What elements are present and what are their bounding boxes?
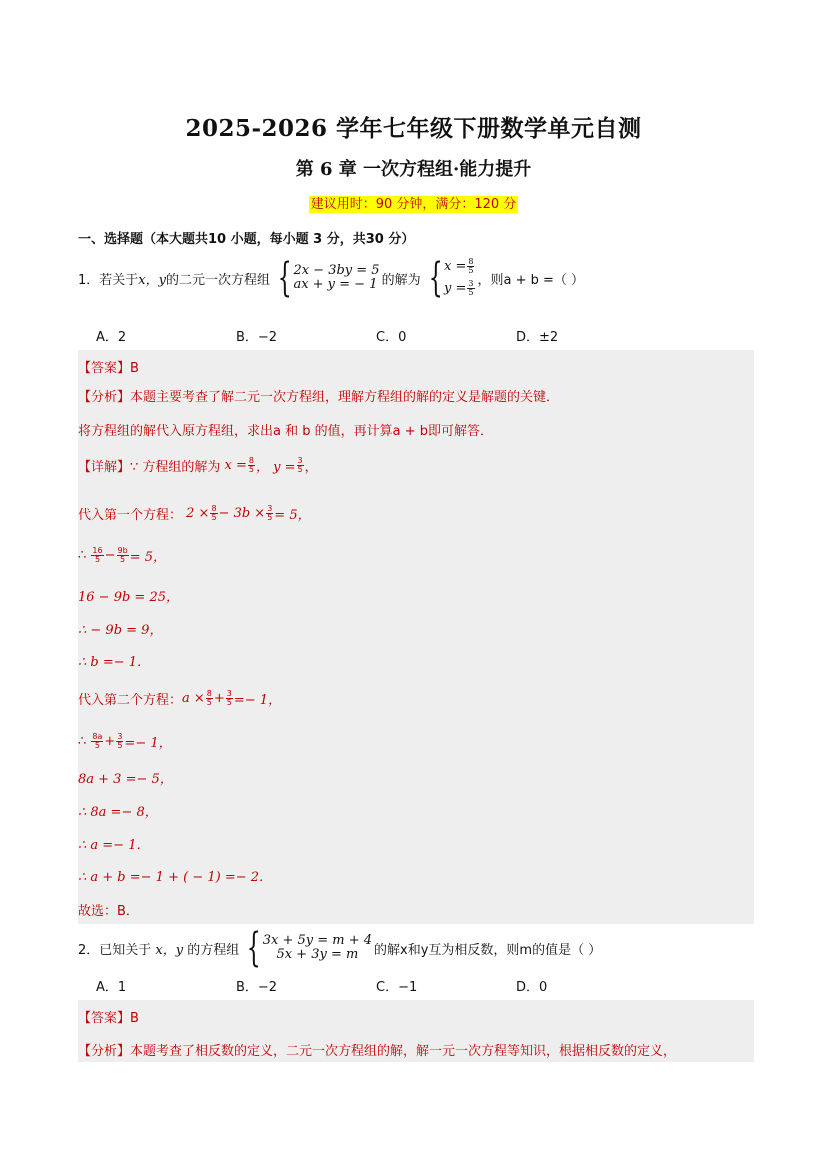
q1-sol-y: y =	[444, 281, 467, 296]
q1-step-7: ∴ 8a =− 8，	[78, 805, 158, 820]
option-c[interactable]: C．−1	[376, 980, 418, 995]
q1-sub2-line: 代入第二个方程： a × $\frac{8}{5}$ + $\frac{3}{5}$ =− 1，	[78, 689, 282, 708]
q1-step-5: ∴ $\frac{8a}{5}$ + $\frac{3}{5}$ =− 1，	[78, 732, 172, 751]
q1-eq1: 2x − 3by = 5	[293, 263, 380, 278]
q1-step-2: 16 − 9b = 25，	[78, 590, 179, 605]
q1-vars: x，y	[138, 272, 166, 288]
q1-analysis-1: 【分析】本题主要考查了解二元一次方程组，理解方程组的解的定义是解题的关键．	[78, 390, 560, 405]
fraction: $\frac{3}{5}$	[267, 504, 273, 522]
option-a[interactable]: A．2	[96, 330, 127, 345]
q1-conclusion: 故选：B．	[78, 904, 139, 919]
question-1	[78, 256, 584, 300]
fraction: $\frac{9b}{5}$	[117, 546, 128, 564]
q2-mid: 的方程组	[187, 942, 240, 958]
fraction: $\frac{3}{5}$	[117, 732, 123, 750]
q2-analysis-1: 【分析】本题考查了相反数的定义，二元一次方程组的解，解一元一次方程等知识，根据相反数的定义，	[78, 1044, 677, 1059]
q1-step-6: 8a + 3 =− 5，	[78, 772, 173, 787]
q1-detail-label: 【详解】∵ 方程组的解为	[78, 460, 221, 475]
chapter-subtitle: 第 6 章 一次方程组·能力提升	[295, 159, 532, 180]
q1-sol-x: x =	[444, 259, 467, 274]
q2-prefix: 2．已知关于	[78, 942, 152, 958]
q2-equation-system	[241, 925, 373, 971]
fraction: $\frac{8}{5}$	[468, 257, 474, 275]
section-heading: 一、选择题（本大题共10 小题，每小题 3 分，共30 分）	[78, 232, 415, 247]
q1-mid: 的二元一次方程组	[165, 272, 270, 288]
q1-prefix: 1．若关于	[78, 272, 139, 288]
question-2	[78, 925, 602, 971]
q2-eq2: 5x + 3y = m	[276, 947, 359, 962]
q2-vars: x，y	[155, 942, 184, 958]
fraction: $\frac{8a}{5}$	[92, 732, 103, 750]
fraction: $\frac{8}{5}$	[206, 689, 212, 707]
q1-detail-line: 【详解】∵ 方程组的解为 x = $\frac{8}{5}$ ， y = $\frac{3}{5}$ ，	[78, 456, 318, 475]
q1-solution-system	[423, 256, 476, 300]
fraction: $\frac{3}{5}$	[468, 279, 474, 297]
q1-step-1: ∴ $\frac{16}{5}$ − $\frac{9b}{5}$ = 5，	[78, 546, 166, 565]
q1-sub1-line: 代入第一个方程： 2 × $\frac{8}{5}$ − 3b × $\frac{3}{5}$ = 5，	[78, 504, 311, 523]
q1-equation-system	[272, 255, 380, 301]
time-note-wrap	[0, 193, 827, 212]
option-b[interactable]: B．−2	[236, 330, 278, 345]
option-d[interactable]: D．±2	[516, 330, 559, 345]
q1-eq2: ax + y = − 1	[293, 277, 378, 292]
q1-analysis-2: 将方程组的解代入原方程组，求出a 和 b 的值，再计算a + b即可解答．	[78, 424, 493, 439]
fraction: $\frac{3}{5}$	[297, 456, 303, 474]
fraction: $\frac{8}{5}$	[211, 504, 217, 522]
q1-ask: ，则a + b =（ ）	[477, 272, 585, 288]
q2-options	[96, 976, 656, 995]
q1-step-8: ∴ a =− 1．	[78, 838, 150, 853]
fraction: $\frac{8}{5}$	[248, 456, 254, 474]
brace-icon: {	[277, 255, 292, 301]
q1-answer: 【答案】B	[78, 361, 139, 376]
q1-step-9: ∴ a + b =− 1 + ( − 1) =− 2．	[78, 870, 273, 885]
page-title: 2025-2026 学年七年级下册数学单元自测	[185, 115, 642, 142]
q1-sol-prefix: 的解为	[381, 272, 421, 288]
option-d[interactable]: D．0	[516, 980, 548, 995]
q1-step-4: ∴ b =− 1．	[78, 655, 151, 670]
brace-icon: {	[246, 925, 261, 971]
brace-icon: {	[428, 255, 443, 301]
option-a[interactable]: A．1	[96, 980, 127, 995]
q1-options	[96, 326, 656, 345]
option-b[interactable]: B．−2	[236, 980, 278, 995]
q1-step-3: ∴ − 9b = 9，	[78, 623, 163, 638]
time-note: 建议用时：90 分钟，满分：120 分	[310, 197, 517, 212]
q2-ask: 的解x和y互为相反数，则m的值是（ ）	[374, 942, 602, 958]
option-c[interactable]: C．0	[376, 330, 407, 345]
fraction: $\frac{3}{5}$	[226, 689, 232, 707]
q2-eq1: 3x + 5y = m + 4	[262, 933, 373, 948]
q2-answer: 【答案】B	[78, 1011, 139, 1026]
fraction: $\frac{16}{5}$	[92, 546, 103, 564]
